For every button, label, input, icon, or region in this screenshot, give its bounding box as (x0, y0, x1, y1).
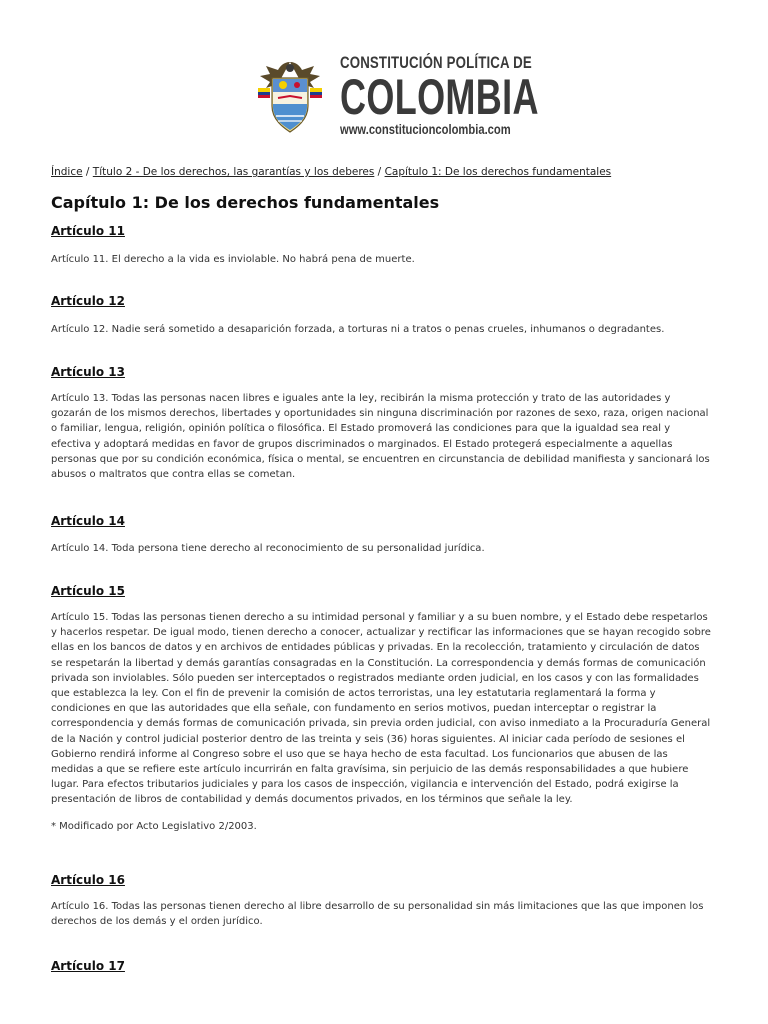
logo-country-line: COLOMBIA (340, 69, 539, 125)
article-11 (51, 222, 711, 267)
logo-title-line: CONSTITUCIÓN POLÍTICA DE (340, 53, 532, 72)
article-17 (51, 957, 711, 975)
article-text: Artículo 14. Toda persona tiene derecho al reconocimiento de su personalidad jurídica. (51, 543, 485, 554)
article-title-link[interactable]: Artículo 13 (51, 365, 125, 379)
article-text: Artículo 11. El derecho a la vida es inviolable. No habrá pena de muerte. (51, 254, 415, 265)
breadcrumb-chapter-link[interactable]: Capítulo 1: De los derechos fundamentales (384, 166, 612, 178)
article-title-link[interactable]: Artículo 15 (51, 584, 125, 598)
article-14 (51, 512, 711, 556)
site-header (256, 48, 539, 144)
article-title-link[interactable]: Artículo 12 (51, 294, 125, 308)
article-13 (51, 363, 711, 482)
logo-url-line: www.constitucioncolombia.com (340, 121, 511, 137)
article-text: Artículo 12. Nadie será sometido a desaparición forzada, a torturas ni a tratos o penas crueles, inhumanos o degradantes. (51, 324, 665, 335)
page-title: Capítulo 1: De los derechos fundamentales (51, 193, 440, 212)
breadcrumb-separator: / (82, 166, 93, 178)
article-title-link[interactable]: Artículo 16 (51, 873, 125, 887)
article-12 (51, 292, 711, 337)
breadcrumb (51, 164, 711, 180)
coat-of-arms-emblem (256, 58, 324, 136)
article-text: Artículo 13. Todas las personas nacen libres e iguales ante la ley, recibirán la misma protección y trato de las autoridades y gozarán de los mismos derechos, libertades y oportunidades sin ninguna discriminación por razones de sexo, raza, origen nacional o familiar, lengua, religión, opinión política o filosófica. El Estado promoverá las condiciones para que la igualdad sea real y efectiva y adoptará medidas en favor de grupos discriminados o marginados. El Estado protegerá especialmente a aquellas personas que por su condición económica, física o mental, se encuentren en circunstancia de debilidad manifiesta y sancionará los abusos o maltratos que contra ellas se cometan. (51, 393, 710, 481)
breadcrumb-separator: / (374, 166, 385, 178)
article-text: Artículo 16. Todas las personas tienen derecho al libre desarrollo de su personalidad sin más limitaciones que las que imponen los derechos de los demás y el orden jurídico. (51, 901, 704, 928)
site-logo[interactable] (340, 48, 539, 138)
article-note: * Modificado por Acto Legislativo 2/2003. (51, 820, 257, 832)
main-content (51, 164, 711, 215)
breadcrumb-title-link[interactable]: Título 2 - De los derechos, las garantías y los deberes (92, 166, 375, 178)
article-title-link[interactable]: Artículo 17 (51, 959, 125, 973)
article-15 (51, 582, 711, 834)
article-title-link[interactable]: Artículo 14 (51, 514, 125, 528)
article-text: Artículo 15. Todas las personas tienen derecho a su intimidad personal y familiar y a su buen nombre, y el Estado debe respetarlos y hacerlos respetar. De igual modo, tienen derecho a conocer, actualizar y rectificar las informaciones que se hayan recogido sobre ellas en los bancos de datos y en archivos de entidades públicas y privadas. En la recolección, tratamiento y circulación de datos se respetarán la libertad y demás garantías consagradas en la Constitución. La correspondencia y demás formas de comunicación privada son inviolables. Sólo pueden ser interceptados o registrados mediante orden judicial, en los casos y con las formalidades que establezca la ley. Con el fin de prevenir la comisión de actos terroristas, una ley estatutaria reglamentará la forma y condiciones en que las autoridades que ella señale, con fundamento en serios motivos, puedan interceptar o registrar la correspondencia y demás formas de comunicación privada, sin previa orden judicial, con aviso inmediato a la Procuraduría General de la Nación y control judicial posterior dentro de las treinta y seis (36) horas siguientes. Al iniciar cada período de sesiones el Gobierno rendirá informe al Congreso sobre el uso que se haya hecho de esta facultad. Los funcionarios que abusen de las medidas a que se refiere este artículo incurrirán en falta gravísima, sin perjuicio de las demás responsabilidades a que hubiere lugar. Para efectos tributarios judiciales y para los casos de inspección, vigilancia e intervención del Estado, podrá exigirse la presentación de libros de contabilidad y demás documentos privados, en los términos que señale la ley. (51, 612, 711, 806)
article-16 (51, 871, 711, 929)
breadcrumb-home-link[interactable]: Índice (51, 166, 83, 178)
article-title-link[interactable]: Artículo 11 (51, 224, 125, 238)
